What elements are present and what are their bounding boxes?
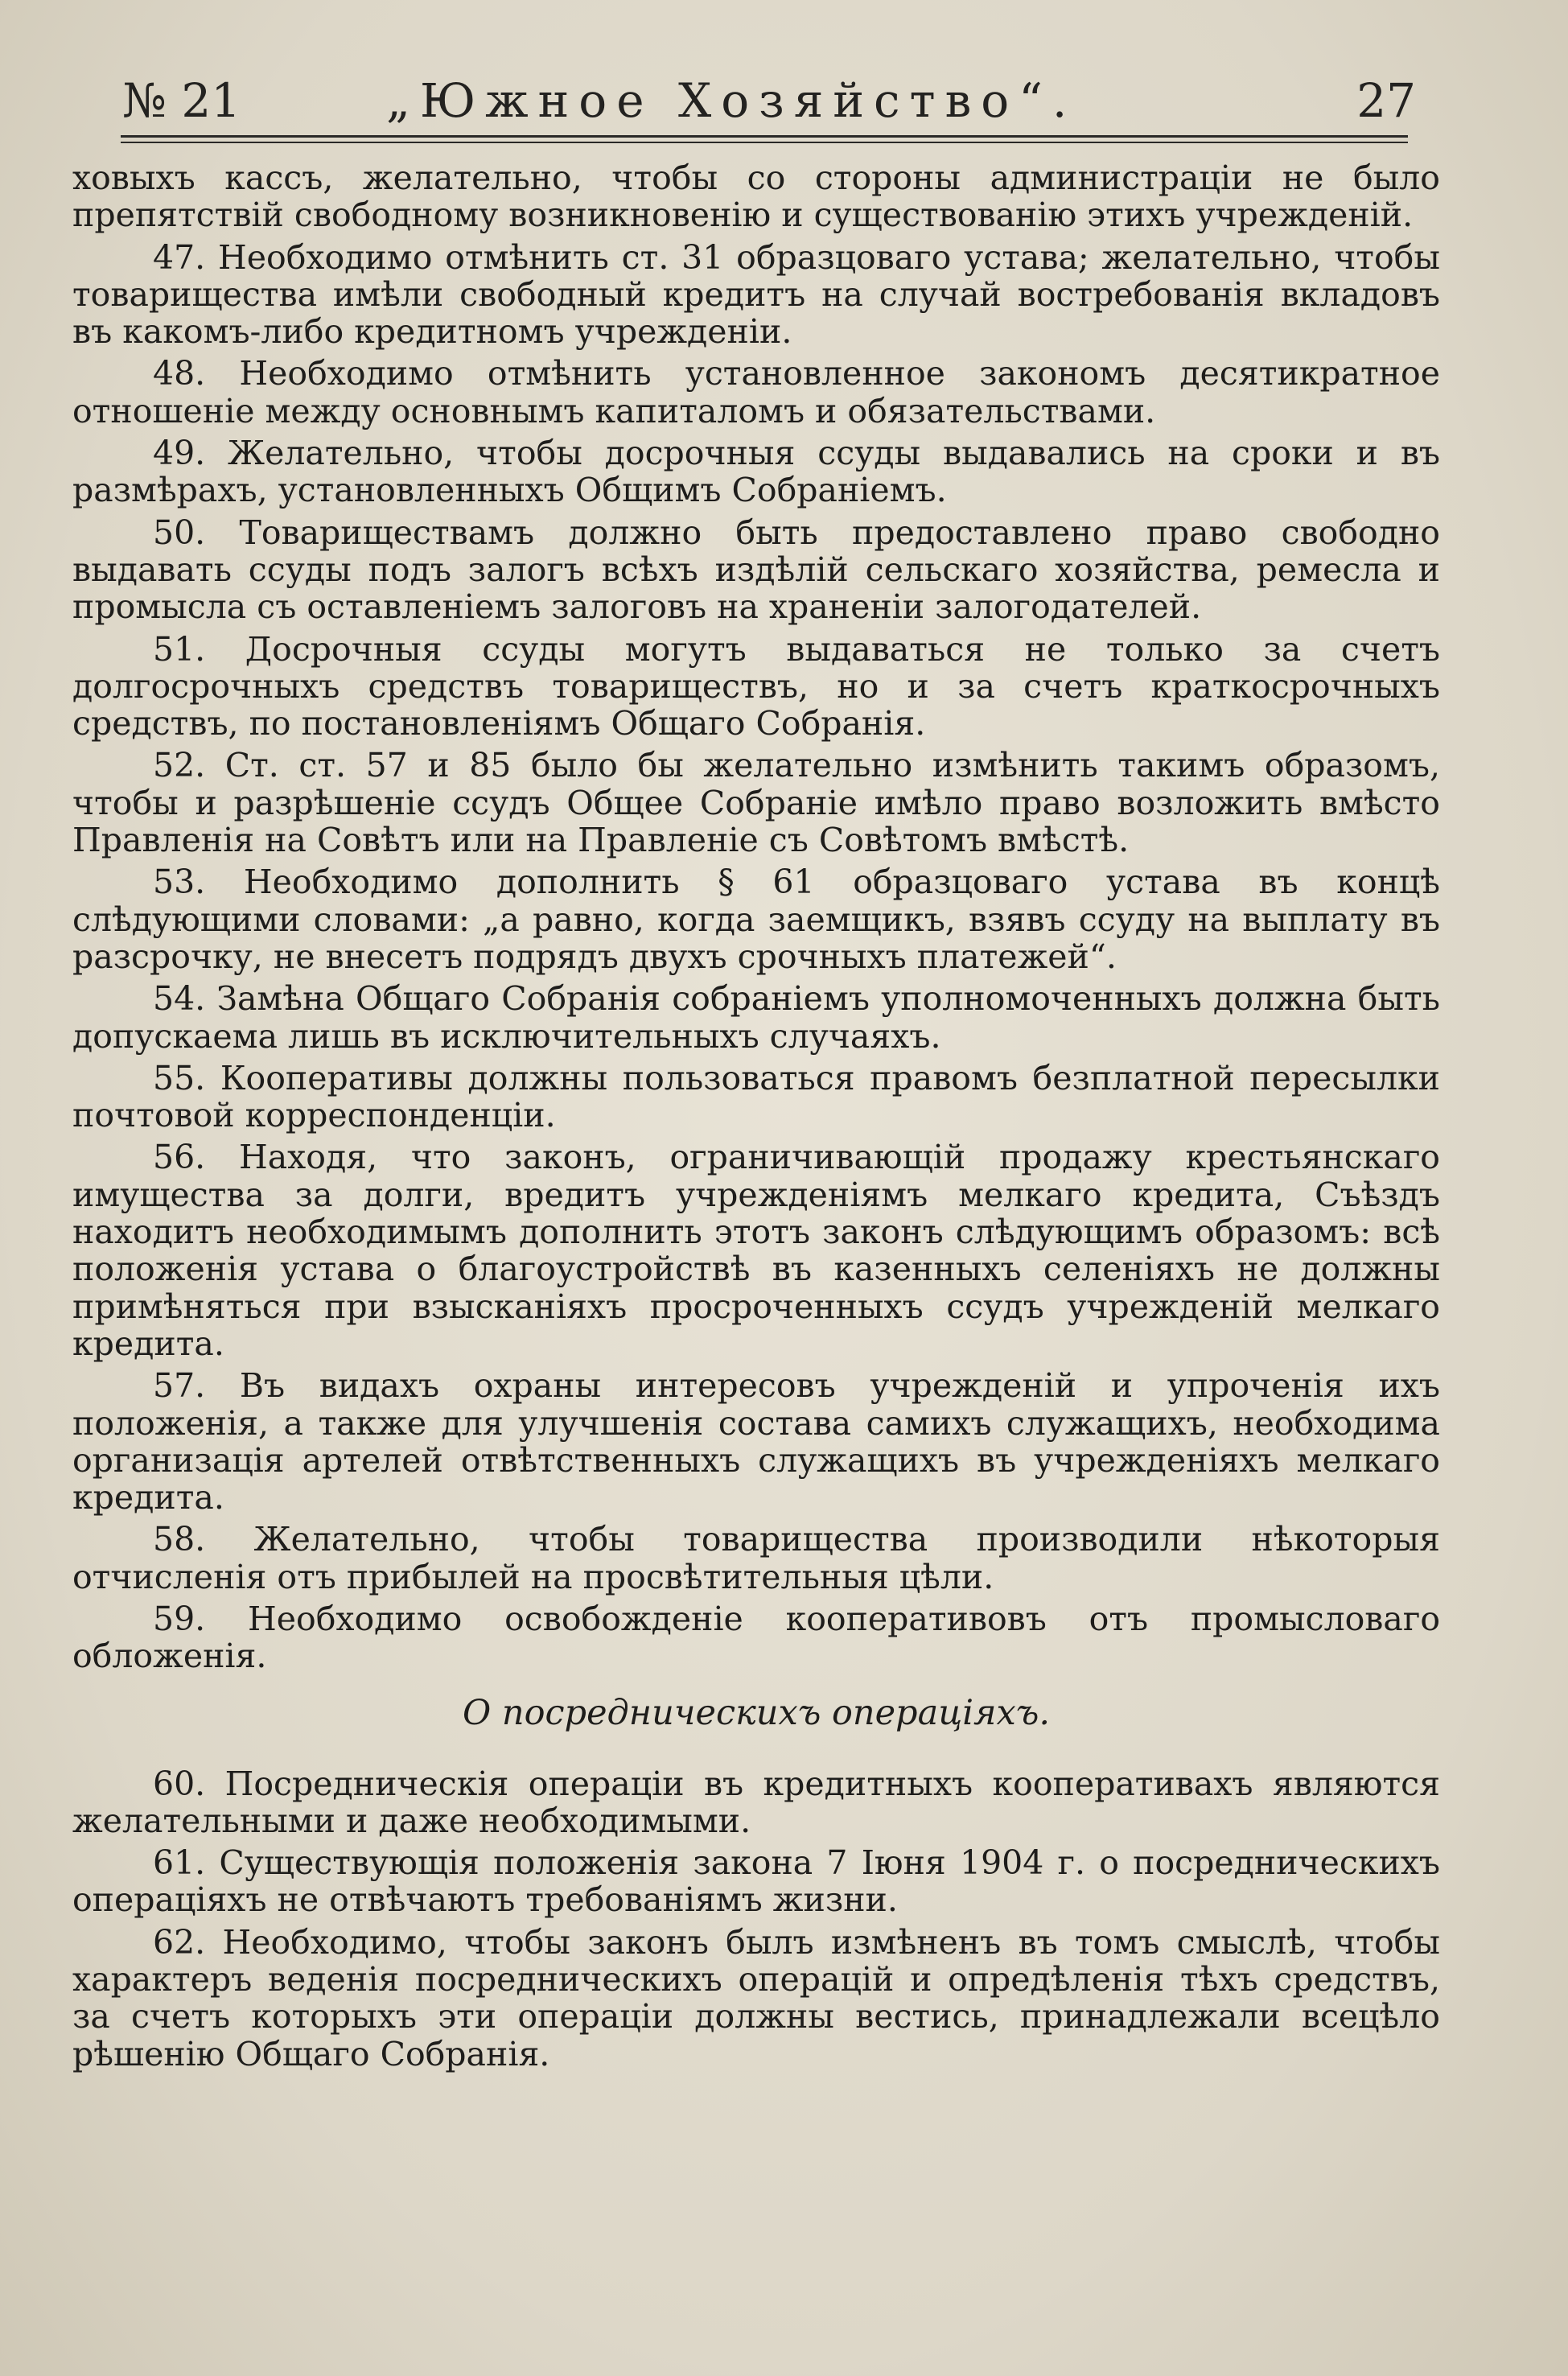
page-number: 27 <box>1356 73 1416 128</box>
paragraph-55: 55. Кооперативы должны пользоваться правомъ безплатной пересылки почтовой корреспонденціи. <box>72 1058 1440 1135</box>
header-rule-thin <box>121 142 1408 143</box>
paragraph-60: 60. Посредническія операціи въ кредитныхъ кооперативахъ являются желательными и даже необходимыми. <box>72 1764 1440 1840</box>
paragraph-continued: ховыхъ кассъ, желательно, чтобы со стороны администраціи не было препятствій свободному возникновенію и существованію этихъ учрежденій. <box>72 159 1440 235</box>
paragraph-56: 56. Находя, что законъ, ограничивающій продажу крестьянскаго имущества за долги, вредитъ учрежденіямъ мелкаго кредита, Съѣздъ находитъ необходимымъ дополнить этотъ законъ слѣдующимъ образомъ: всѣ положенія устава о благоустройствѣ въ казенныхъ селеніяхъ не должны примѣняться при взысканіяхъ просроченныхъ ссудъ учрежденій мелкаго кредита. <box>72 1138 1440 1363</box>
section-heading: О посредническихъ операціяхъ. <box>462 1692 1051 1733</box>
running-header <box>113 68 1416 141</box>
journal-title: „Южное Хозяйство“. <box>386 73 1077 128</box>
paragraph-53: 53. Необходимо дополнить § 61 образцоваго устава въ концѣ слѣдующими словами: „а равно, когда заемщикъ, взявъ ссуду на выплату въ разсрочку, не внесетъ подрядъ двухъ срочныхъ платежей“. <box>72 863 1440 976</box>
paragraph-50: 50. Товариществамъ должно быть предоставлено право свободно выдавать ссуды подъ залогъ всѣхъ издѣлій сельскаго хозяйства, ремесла и промысла съ оставленіемъ залоговъ на храненіи залогодателей. <box>72 513 1440 627</box>
body-text <box>72 159 1440 2077</box>
paragraph-61: 61. Существующія положенія закона 7 Іюня 1904 г. о посредническихъ операціяхъ не отвѣчаютъ требованіямъ жизни. <box>72 1843 1440 1920</box>
paragraph-49: 49. Желательно, чтобы досрочныя ссуды выдавались на сроки и въ размѣрахъ, установленныхъ Общимъ Собраніемъ. <box>72 434 1440 510</box>
paragraph-59: 59. Необходимо освобожденіе кооперативовъ отъ промысловаго обложенія. <box>72 1599 1440 1676</box>
paragraph-62: 62. Необходимо, чтобы законъ былъ измѣненъ въ томъ смыслѣ, чтобы характеръ веденія посредническихъ операцій и опредѣленія тѣхъ средствъ, за счетъ которыхъ эти операціи должны вестись, принадлежали всецѣло рѣшенію Общаго Собранія. <box>72 1922 1440 2073</box>
paragraph-57: 57. Въ видахъ охраны интересовъ учрежденій и упроченія ихъ положенія, а также для улучшенія состава самихъ служащихъ, необходима организація артелей отвѣтственныхъ служащихъ въ учрежденіяхъ мелкаго кредита. <box>72 1366 1440 1517</box>
issue-number: № 21 <box>122 73 241 128</box>
paragraph-54: 54. Замѣна Общаго Собранія собраніемъ уполномоченныхъ должна быть допускаема лишь въ исключительныхъ случаяхъ. <box>72 979 1440 1056</box>
paragraph-58: 58. Желательно, чтобы товарищества производили нѣкоторыя отчисленія отъ прибылей на просвѣтительныя цѣли. <box>72 1520 1440 1596</box>
paragraph-47: 47. Необходимо отмѣнить ст. 31 образцоваго устава; желательно, чтобы товарищества имѣли свободный кредитъ на случай востребованія вкладовъ въ какомъ-либо кредитномъ учрежденіи. <box>72 237 1440 352</box>
paragraph-48: 48. Необходимо отмѣнить установленное закономъ десятикратное отношеніе между основнымъ капиталомъ и обязательствами. <box>72 354 1440 430</box>
header-rule <box>121 135 1408 138</box>
paragraph-52: 52. Ст. ст. 57 и 85 было бы желательно измѣнить такимъ образомъ, чтобы и разрѣшеніе ссудъ Общее Собраніе имѣло право возложить вмѣсто Правленія на Совѣтъ или на Правленіе съ Совѣтомъ вмѣстѣ. <box>72 746 1440 860</box>
paragraph-51: 51. Досрочныя ссуды могутъ выдаваться не только за счетъ долгосрочныхъ средствъ товариществъ, но и за счетъ краткосрочныхъ средствъ, по постановленіямъ Общаго Собранія. <box>72 629 1440 743</box>
